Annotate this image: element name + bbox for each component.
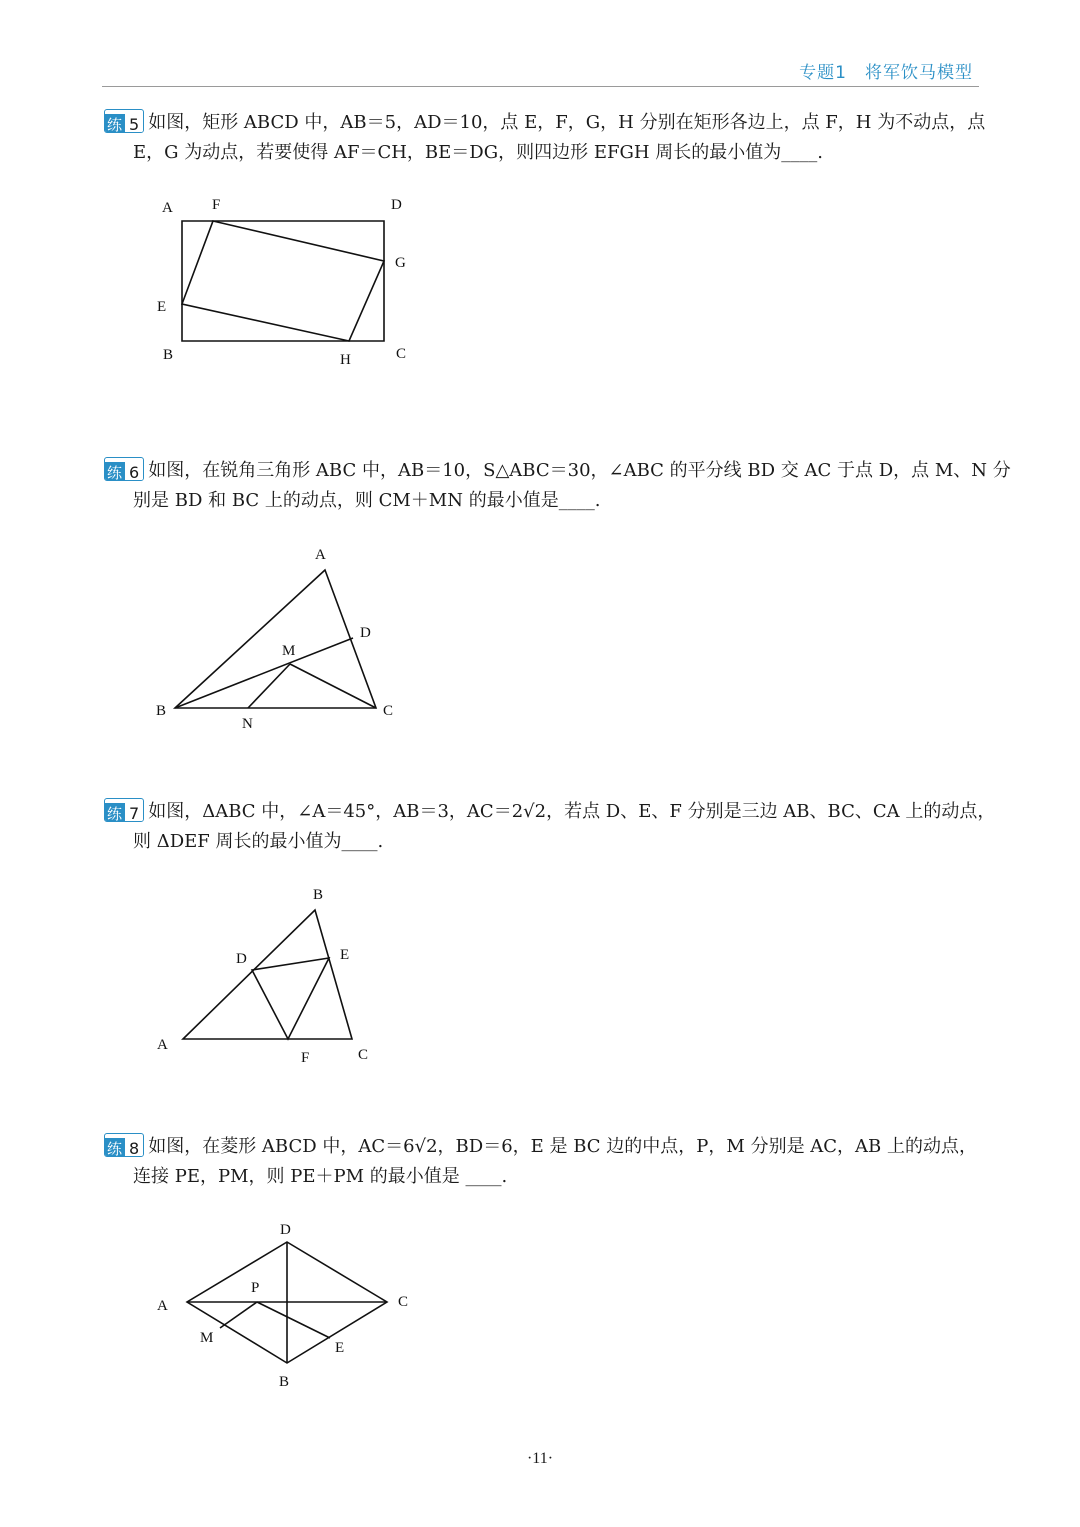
label-H: H [340,352,351,368]
label-A: A [157,1037,168,1053]
problem-8-text-1: 如图，在菱形 ABCD 中，AC＝6√2，BD＝6，E 是 BC 边的中点，P，M 分别是 AC，AB 上的动点， [148,1136,978,1157]
problem-5-line-2: E，G 为动点，若要使得 AF＝CH，BE＝DG，则四边形 EFGH 周长的最小值为____. [133,142,823,163]
problem-7-badge: 练 7 [104,798,144,822]
label-M: M [282,643,296,659]
label-N: N [242,716,253,732]
label-D: D [280,1222,291,1238]
problem-6-line-1 [104,456,1011,486]
figure-6 [150,540,410,740]
problem-5-badge: 练 5 [104,109,144,133]
problem-7-line-2: 则 ΔDEF 周长的最小值为____. [133,831,384,852]
segment-bd [175,638,353,708]
label-B: B [163,347,174,363]
problem-6-line-2: 别是 BD 和 BC 上的动点，则 CM＋MN 的最小值是____. [133,490,601,511]
figure-7-diagram [150,880,390,1070]
problem-8-line-2: 连接 PE，PM，则 PE＋PM 的最小值是 ____. [133,1166,508,1187]
problem-7-line-1 [104,797,996,827]
label-B: B [156,703,167,719]
label-E: E [340,947,350,963]
figure-5-diagram [150,190,420,375]
rectangle-abcd [182,221,384,341]
problem-7-text-1: 如图，ΔABC 中，∠A＝45°，AB＝3，AC＝2√2，若点 D、E、F 分别是三边 AB、BC、CA 上的动点， [148,801,996,822]
label-C: C [383,703,394,719]
figure-8-diagram [150,1215,420,1395]
label-F: F [301,1050,310,1066]
page-number: ·11· [526,1450,554,1467]
label-C: C [358,1047,369,1063]
label-E: E [335,1340,345,1356]
figure-8 [150,1215,420,1395]
figure-7 [150,880,390,1070]
page-header [102,58,979,87]
problem-8-line-1 [104,1132,980,1162]
label-C: C [398,1294,409,1310]
segment-cm [290,664,376,708]
quadrilateral-efgh [182,221,384,341]
problem-8 [104,1132,980,1192]
label-P: P [251,1280,260,1296]
label-E: E [157,299,167,315]
problem-8-badge: 练 8 [104,1133,144,1157]
triangle-abc [175,570,376,708]
label-M: M [200,1330,214,1346]
label-A: A [162,200,173,216]
problem-6 [104,456,1011,516]
label-A: A [315,547,326,563]
label-D: D [236,951,247,967]
label-F: F [212,197,221,213]
triangle-def [252,958,329,1039]
triangle-abc [183,910,352,1039]
label-D: D [391,197,402,213]
segment-pe [257,1302,330,1338]
problem-5 [104,108,986,168]
label-B: B [279,1374,290,1390]
problem-6-text-1: 如图，在锐角三角形 ABC 中，AB＝10，S△ABC＝30，∠ABC 的平分线 BD 交 AC 于点 D，点 M、N 分 [148,460,1011,481]
figure-6-diagram [150,540,410,740]
header-title: 专题1 将军饮马模型 [799,63,973,83]
label-C: C [396,346,407,362]
problem-5-text-1: 如图，矩形 ABCD 中，AB＝5，AD＝10，点 E，F，G，H 分别在矩形各边上，点 F，H 为不动点，点 [148,112,986,133]
figure-5 [150,190,420,375]
label-D: D [360,625,371,641]
label-G: G [395,255,406,271]
label-B: B [313,887,324,903]
problem-6-badge: 练 6 [104,457,144,481]
problem-7 [104,797,996,857]
label-A: A [157,1298,168,1314]
problem-5-line-1 [104,108,986,138]
segment-pm [220,1302,257,1328]
